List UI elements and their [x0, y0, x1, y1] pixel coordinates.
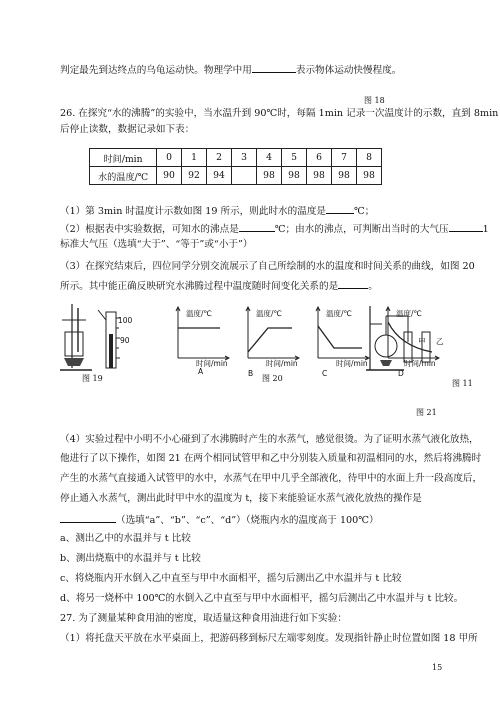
table-header-time: 时间/min	[90, 149, 157, 167]
q26-sub3-line2	[60, 279, 378, 293]
q4-line5-text: （选填“a”、“b”、“c”、“d”）（烧瓶内水的温度高于 100℃）	[116, 515, 379, 526]
table-cell: 6	[307, 149, 332, 167]
label-yi: 乙	[436, 337, 444, 346]
table-row	[90, 167, 382, 185]
q26-sub2-line1	[60, 222, 489, 236]
graph-letter-c: C	[322, 369, 328, 378]
table-cell: 4	[257, 149, 282, 167]
answer-blank[interactable]	[449, 222, 483, 232]
q4-line1: （4）实验过程中小明不小心碰到了水沸腾时产生的水蒸气，感觉很烫。为了证明水蒸气液化放热，	[60, 434, 479, 445]
label-jia: 甲	[418, 337, 426, 346]
thermo-tick-100: 100	[118, 316, 133, 325]
table-cell: 98	[282, 167, 307, 185]
graph-xlabel: 时间/min	[336, 359, 368, 368]
graph-letter-b: B	[248, 369, 254, 378]
graph-letter-d: D	[398, 369, 404, 378]
table-cell: 98	[332, 167, 357, 185]
q4-line2: 他进行了以下操作，如图 21 在两个相同试管甲和乙中分别装入质量和初温相同的水，然后将沸腾时	[60, 453, 482, 464]
sub3-text: 所示。其中能正确反映研究水沸腾过程中温度随时间变化关系的是	[60, 281, 339, 292]
intro-text: 判定最先到达终点的乌龟运动快。物理学中用	[60, 65, 252, 76]
q26-sub3-line1: （3）在探究结束后，四位同学分别交流展示了自己所绘制的水的温度和时间关系的曲线，如图 20	[60, 261, 475, 272]
graph-ylabel: 温度/℃	[256, 309, 282, 318]
table-cell: 7	[332, 149, 357, 167]
thermo-tick-90: 90	[120, 336, 130, 345]
graph-xlabel: 时间/min	[404, 359, 436, 368]
option-d: d、将另一烧杯中 100℃的水倒入乙中直至与甲中水面相平，摇匀后测出乙中水温并与 t 比较。	[60, 593, 464, 604]
table-cell: 0	[157, 149, 182, 167]
answer-blank[interactable]	[60, 513, 116, 523]
answer-blank[interactable]	[252, 63, 296, 73]
data-table	[89, 148, 382, 185]
q26-sub2-line2: 标准大气压（选填“大于”、“等于”或“小于”）	[60, 239, 253, 250]
table-cell: 5	[282, 149, 307, 167]
graph-xlabel: 时间/min	[196, 359, 228, 368]
graph-xlabel: 时间/min	[266, 359, 298, 368]
fig19-apparatus	[58, 302, 94, 374]
graph-letter-a: A	[198, 367, 204, 376]
option-a: a、测出乙中的水温并与 t 比较	[60, 533, 191, 544]
intro-line	[60, 63, 401, 77]
table-cell: 98	[307, 167, 332, 185]
answer-blank[interactable]	[239, 222, 275, 232]
q26-line1: 26. 在探究“水的沸腾”的实验中，当水温升到 90℃时，每隔 1min 记录一次温度计的示数，直到 8min	[60, 108, 499, 119]
fig11-caption: 图 11	[452, 379, 473, 388]
table-cell: 2	[207, 149, 232, 167]
table-cell: 98	[257, 167, 282, 185]
table-row	[90, 149, 382, 167]
sub2-text-end: 1	[482, 224, 489, 235]
table-cell: 8	[357, 149, 382, 167]
sub2-text: （2）根据表中实验数据，可知水的沸点是	[60, 224, 239, 235]
fig19-caption: 图 19	[82, 374, 103, 383]
option-c: c、将烧瓶内开水倒入乙中直至与甲中水面相平，摇匀后测出乙中水温并与 t 比较	[60, 573, 402, 584]
q26-line2: 后停止读数，数据记录如下表：	[60, 124, 195, 135]
q4-line3: 产生的水蒸气直接通入试管甲的水中，水蒸气在甲中几乎全部液化，待甲中的水面上升一段高度后，	[60, 473, 483, 484]
table-cell: 1	[182, 149, 207, 167]
option-b: b、测出烧瓶中的水温并与 t 比较	[60, 553, 201, 564]
table-cell: 92	[182, 167, 207, 185]
table-header-temp: 水的温度/℃	[90, 167, 157, 185]
fig21-apparatus	[364, 302, 438, 374]
sub3-text-end: 。	[368, 281, 378, 292]
graph-ylabel: 温度/℃	[396, 309, 422, 318]
table-cell: 94	[207, 167, 232, 185]
intro-text-end: 表示物体运动快慢程度。	[295, 65, 402, 76]
table-cell: 3	[232, 149, 257, 167]
q26-sub1	[60, 204, 374, 218]
table-cell: 90	[157, 167, 182, 185]
table-cell: 98	[357, 167, 382, 185]
sub1-text: （1）第 3min 时温度计示数如图 19 所示，则此时水的温度是	[60, 206, 327, 217]
sub1-unit: ℃；	[354, 206, 375, 217]
fig20-caption: 图 20	[262, 374, 283, 383]
q4-line4: 停止通入水蒸气，测出此时甲中水的温度为 t，接下来能验证水蒸气液化放热的操作是	[60, 493, 422, 504]
graph-ylabel: 温度/℃	[186, 309, 212, 318]
graph-ylabel: 温度/℃	[326, 309, 352, 318]
sub2-text-mid: ℃；由水的沸点，可判断出当时的大气压	[274, 224, 449, 235]
fig18-caption: 图 18	[364, 96, 385, 105]
table-cell-empty	[232, 167, 257, 185]
page-number: 15	[432, 663, 443, 672]
q4-line5	[60, 513, 379, 527]
q27-line1: 27. 为了测量某种食用油的密度，取适量这种食用油进行如下实验：	[60, 613, 347, 624]
answer-blank[interactable]	[326, 204, 354, 214]
fig21-caption: 图 21	[416, 408, 437, 417]
q27-line2: （1）将托盘天平放在水平桌面上，把游码移到标尺左端零刻度。发现指针静止时位置如图 18 甲所	[60, 633, 478, 644]
answer-blank[interactable]	[338, 279, 368, 289]
